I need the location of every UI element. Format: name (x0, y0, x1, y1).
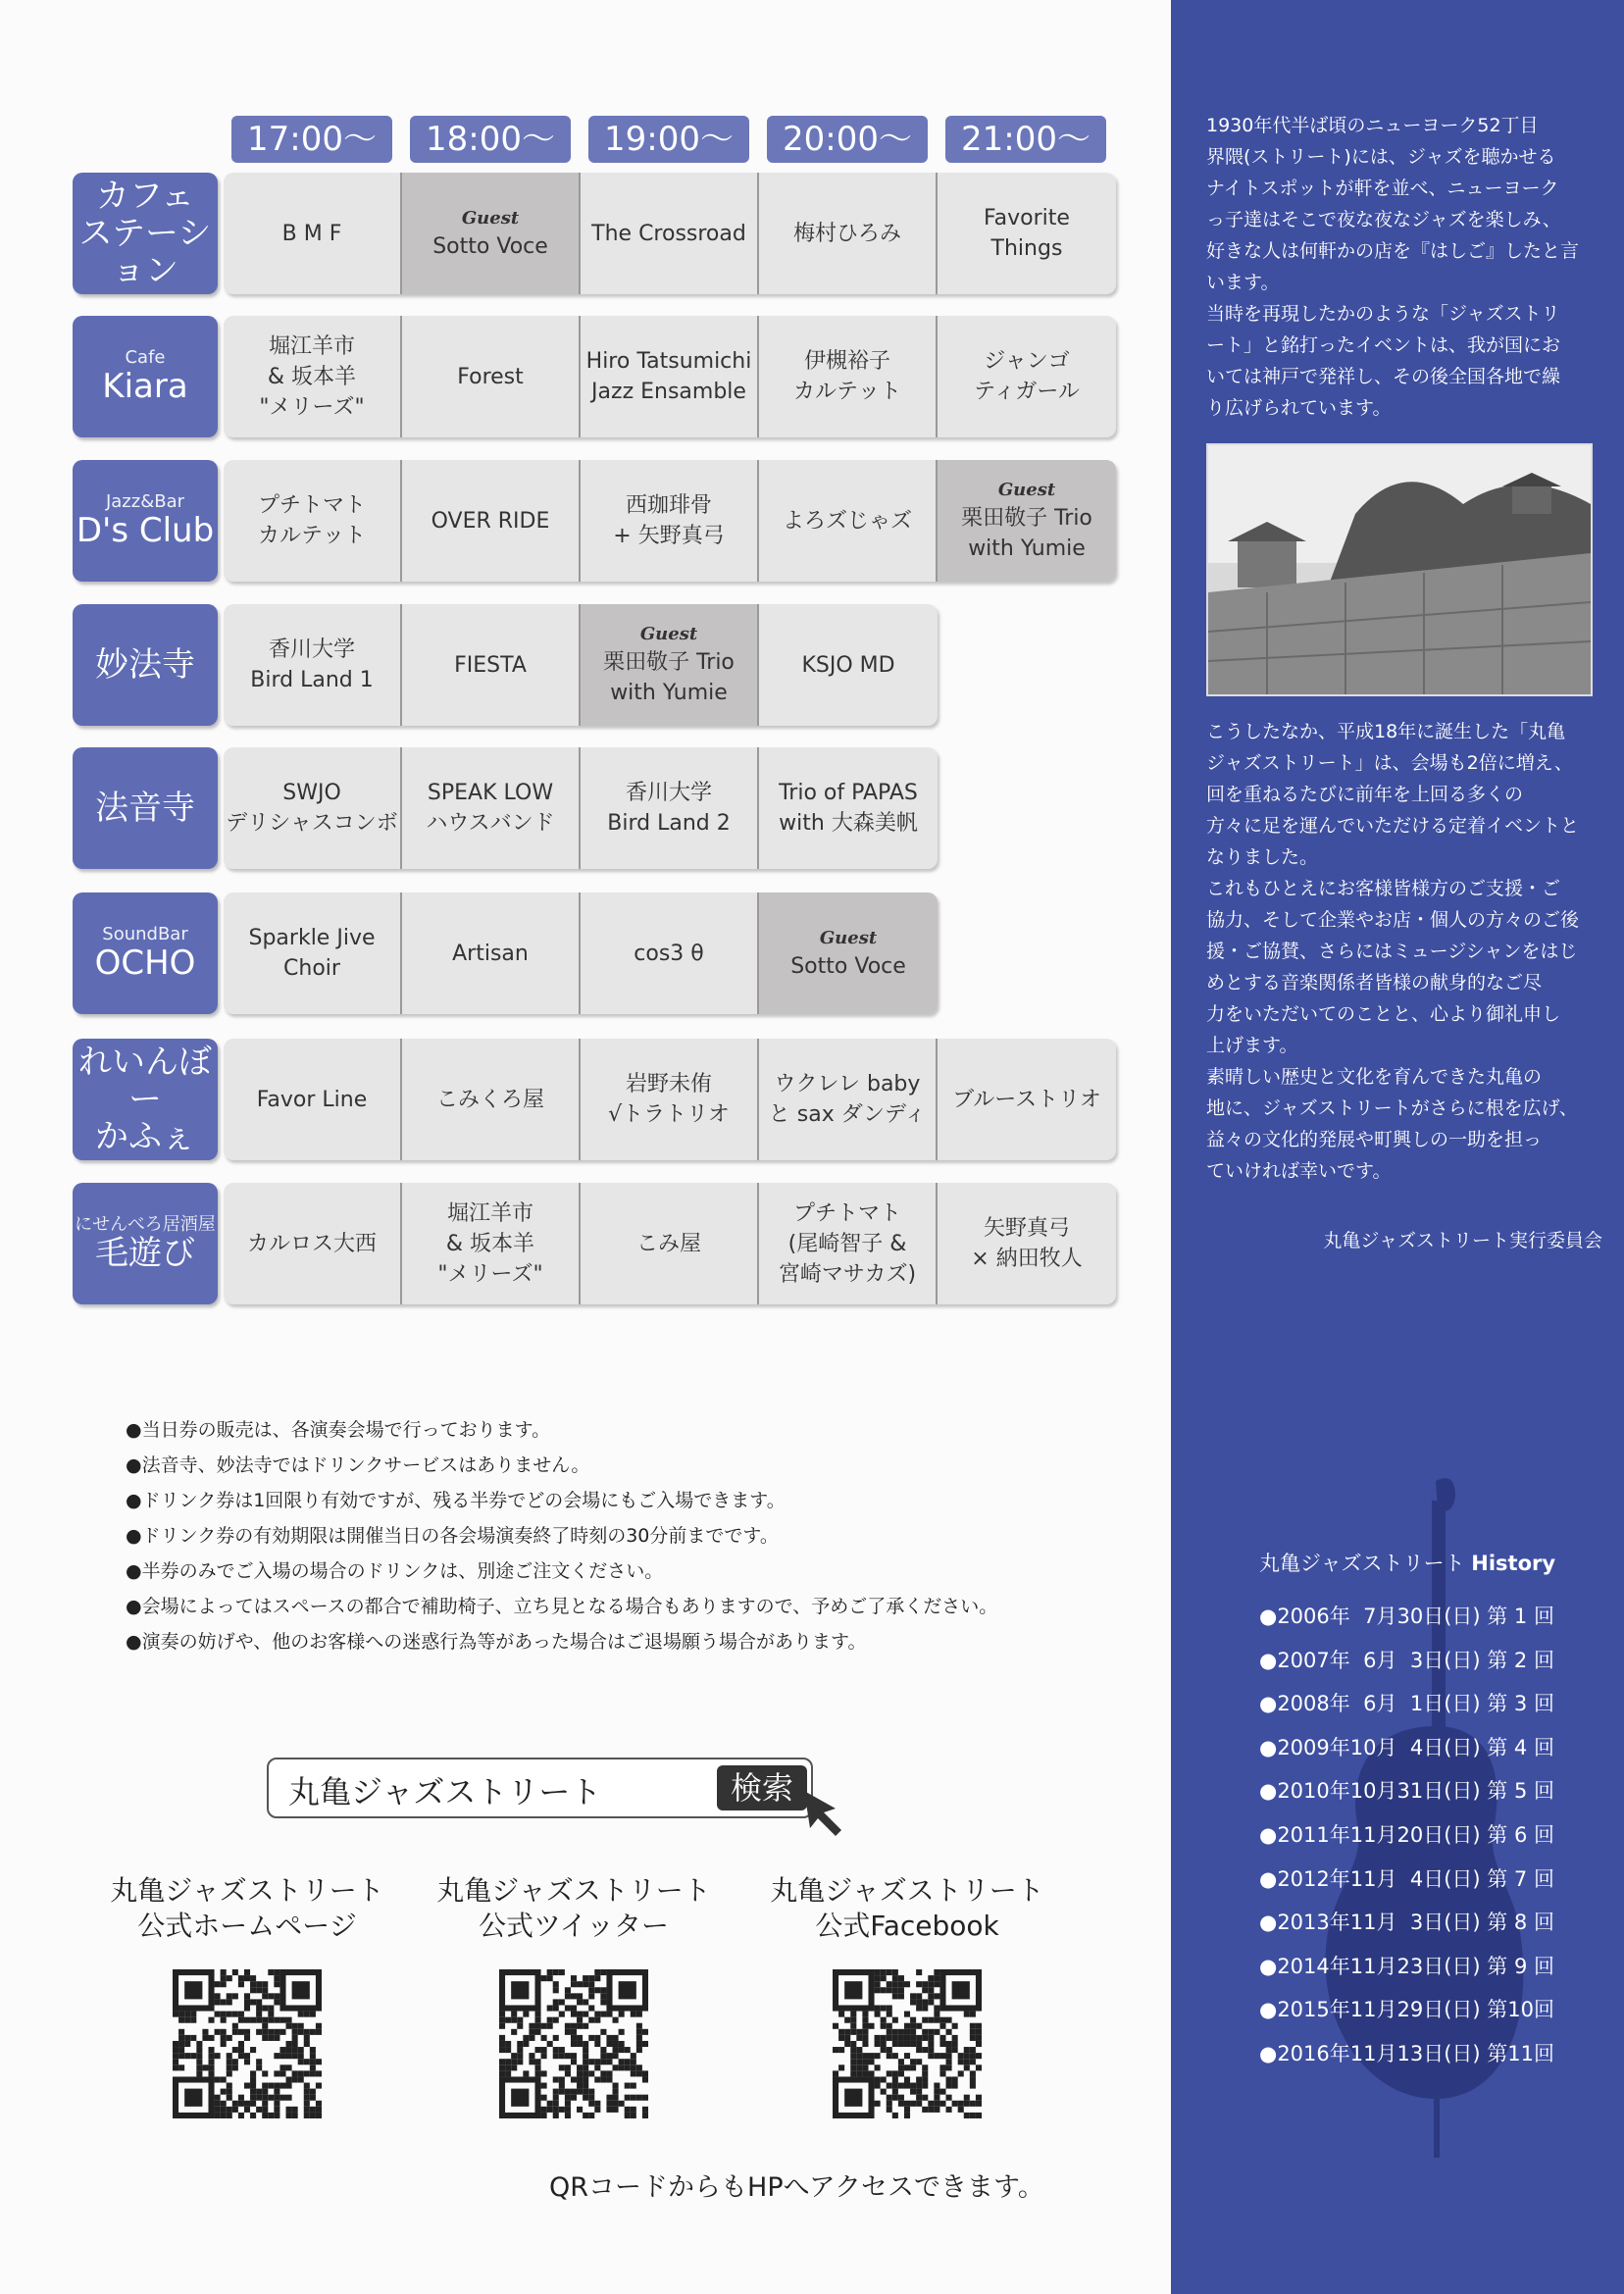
guest-label: Guest (997, 480, 1056, 500)
performer-name: プチトマト (尾崎智子 & 宮崎マサカズ) (778, 1200, 917, 1287)
venue-label (73, 316, 218, 437)
search-box[interactable] (267, 1758, 813, 1818)
history-item: ●2016年11月13日(日) 第11回 (1259, 2041, 1554, 2065)
performance-cell (581, 173, 759, 294)
venue-name: 毛遊び (95, 1234, 195, 1273)
performer-name: SWJO デリシャスコンボ (226, 781, 398, 836)
performance-cell (581, 1039, 759, 1160)
performance-cell (402, 892, 581, 1014)
venue-label (73, 604, 218, 726)
note-item (126, 1483, 1106, 1518)
performance-cell (224, 604, 402, 726)
time-slot-header: 19:00～ (588, 116, 749, 163)
performer-name: B M F (281, 221, 342, 246)
performer-name: 岩野未侑 √トラトリオ (608, 1072, 730, 1127)
performance-cell (759, 747, 938, 869)
performance-cell (581, 892, 759, 1014)
venue-name: れいんぼー かふぇ (78, 1043, 212, 1156)
note-item (126, 1589, 1106, 1624)
schedule-row (224, 1183, 1116, 1304)
history-item: ●2014年11月23日(日) 第 9 回 (1259, 1954, 1554, 1978)
performance-cell (938, 460, 1116, 582)
committee-signature: 丸亀ジャズストリート実行委員会 (1323, 1230, 1602, 1251)
performance-cell (759, 173, 938, 294)
history-item: ●2012年11月 4日(日) 第 7 回 (1259, 1866, 1554, 1891)
performance-cell (581, 316, 759, 437)
schedule-row (224, 316, 1116, 437)
time-slot-header: 18:00～ (410, 116, 571, 163)
note-text: ドリンク券は1回限り有効ですが、残る半券でどの会場にもご入場できます。 (141, 1490, 786, 1511)
performer-name: cos3 θ (634, 941, 704, 966)
performer-name: こみくろ屋 (435, 1087, 544, 1112)
venue-subtitle: にせんべろ居酒屋 (75, 1214, 216, 1235)
performer-name: 梅村ひろみ (792, 221, 901, 246)
guest-label: Guest (461, 207, 520, 229)
note-item (126, 1518, 1106, 1554)
performance-cell (224, 747, 402, 869)
performer-name: Sotto Voce (790, 953, 906, 979)
performance-cell (581, 1183, 759, 1304)
venue-name: 法音寺 (95, 789, 195, 828)
performance-cell (224, 460, 402, 582)
note-item (126, 1554, 1106, 1589)
performer-name: OVER RIDE (431, 508, 550, 534)
schedule-row (224, 604, 938, 726)
sidebar (1171, 0, 1624, 2294)
performer-name: こみ屋 (635, 1231, 701, 1256)
qr-code-icon[interactable] (833, 1969, 982, 2118)
qr-note: QRコードからもHPへアクセスできます。 (549, 2172, 1044, 2203)
guest-label: Guest (819, 927, 878, 948)
venue-subtitle: Jazz&Bar (105, 491, 185, 512)
performer-name: 堀江羊市 & 坂本羊 "メリーズ" (437, 1200, 543, 1287)
venue-name: 妙法寺 (95, 645, 195, 685)
note-text: 当日券の販売は、各演奏会場で行っております。 (141, 1419, 551, 1441)
schedule-row (224, 460, 1116, 582)
performance-cell (224, 1039, 402, 1160)
history-item: ●2008年 6月 1日(日) 第 3 回 (1259, 1692, 1554, 1716)
performance-cell (402, 1183, 581, 1304)
notes-list (126, 1412, 1106, 1659)
performer-name: Sotto Voce (432, 233, 548, 259)
qr-title: 丸亀ジャズストリート 公式ホームページ (110, 1874, 384, 1942)
venue-label (73, 1183, 218, 1304)
performance-cell (224, 1183, 402, 1304)
schedule-row (224, 173, 1116, 294)
performance-cell (759, 1039, 938, 1160)
search-button[interactable]: 検索 (717, 1765, 807, 1810)
performer-name: 栗田敬子 Trio with Yumie (961, 506, 1092, 561)
performance-cell (224, 173, 402, 294)
intro-text: 1930年代半ば頃のニューヨーク52丁目 界隈(ストリート)には、ジャズを聴かせる ナイトスポットが軒を並べ、ニューヨーク っ子達はそこで夜な夜なジャズを楽しみ、 好きな人は何軒かの店を『はしご』したと言 います。 当時を再現したかのような「ジャズストリ ート」と銘打ったイベントは、我が国にお いては神戸で発祥し、その後全国各地で繰 り広げられています。 (1206, 115, 1580, 419)
performer-name: Favor Line (256, 1087, 368, 1112)
performance-cell (402, 173, 581, 294)
schedule-row (224, 1039, 1116, 1160)
venue-name: D's Club (76, 511, 215, 550)
qr-title: 丸亀ジャズストリート 公式Facebook (770, 1874, 1044, 1942)
performer-name: ウクレレ baby と sax ダンディ (768, 1072, 927, 1127)
search-input[interactable]: 丸亀ジャズストリート (288, 1773, 602, 1810)
history-item: ●2009年10月 4日(日) 第 4 回 (1259, 1735, 1554, 1759)
performer-name: Trio of PAPAS with 大森美帆 (779, 781, 918, 836)
performance-cell (581, 460, 759, 582)
performance-cell (759, 316, 938, 437)
performer-name: Favorite Things (984, 206, 1070, 261)
venue-name: カフェ ステーション (78, 177, 212, 290)
performer-name: プチトマト カルテット (257, 493, 366, 548)
performer-name: The Crossroad (591, 221, 746, 246)
performer-name: 香川大学 Bird Land 1 (250, 637, 374, 692)
performance-cell (402, 1039, 581, 1160)
performance-cell (224, 892, 402, 1014)
performance-cell (938, 1039, 1116, 1160)
note-text: 会場によってはスペースの都合で補助椅子、立ち見となる場合もありますので、予めご了承ください。 (141, 1596, 998, 1617)
history-item: ●2011年11月20日(日) 第 6 回 (1259, 1822, 1554, 1847)
venue-label (73, 460, 218, 582)
performer-name: 西珈琲骨 + 矢野真弓 (613, 493, 725, 548)
performer-name: 堀江羊市 & 坂本羊 "メリーズ" (259, 333, 365, 420)
performance-cell (759, 1183, 938, 1304)
note-text: 半券のみでご入場の場合のドリンクは、別途ご注文ください。 (141, 1560, 664, 1582)
performer-name: 栗田敬子 Trio with Yumie (603, 650, 735, 705)
performer-name: 香川大学 Bird Land 2 (607, 781, 731, 836)
cursor-arrow-icon (802, 1789, 851, 1838)
performance-cell (224, 316, 402, 437)
performer-name: ジャンゴ ティガール (974, 349, 1080, 404)
message-text: こうしたなか、平成18年に誕生した「丸亀 ジャズストリート」は、会場も2倍に増え、 回を重ねるたびに前年を上回る多くの 方々に足を運んでいただける定着イベントと なりました。 これもひとえにお客様皆様方のご支援・ご 協力、そして企業やお店・個人の方々のご後 援・ご協賛、さらにはミュージシャンをはじ めとする音楽関係者皆様の献身的なご尽 力をいただいてのことと、心より御礼申し 上げます。 素晴しい歴史と文化を育んできた丸亀の 地に、ジャズストリートがさらに根を広げ、 益々の文化的発展や町興しの一助を担っ ていければ幸いです。 (1206, 721, 1580, 1182)
performer-name: カルロス大西 (246, 1231, 377, 1256)
performer-name: ブルーストリオ (952, 1087, 1101, 1112)
qr-code-icon[interactable] (173, 1969, 322, 2118)
performer-name: 矢野真弓 × 納田牧人 (971, 1216, 1083, 1271)
qr-title: 丸亀ジャズストリート 公式ツイッター (436, 1874, 711, 1942)
history-item: ●2007年 6月 3日(日) 第 2 回 (1259, 1648, 1554, 1672)
venue-name: OCHO (94, 943, 196, 983)
performance-cell (402, 460, 581, 582)
note-text: 演奏の妨げや、他のお客様への迷惑行為等があった場合はご退場願う場合があります。 (141, 1631, 867, 1653)
performer-name: Hiro Tatsumichi Jazz Ensamble (585, 349, 752, 404)
venue-label (73, 892, 218, 1014)
venue-label (73, 747, 218, 869)
performer-name: Artisan (452, 941, 529, 966)
note-item (126, 1412, 1106, 1448)
performance-cell (938, 1183, 1116, 1304)
performance-cell (938, 316, 1116, 437)
schedule-row (224, 892, 938, 1014)
performance-cell (402, 747, 581, 869)
performance-cell (759, 604, 938, 726)
history-item: ●2010年10月31日(日) 第 5 回 (1259, 1779, 1554, 1804)
time-slot-header: 21:00～ (945, 116, 1106, 163)
performance-cell (759, 460, 938, 582)
performer-name: Forest (457, 364, 524, 389)
performance-cell (938, 173, 1116, 294)
history-item: ●2015年11月29日(日) 第10回 (1259, 1998, 1554, 2022)
time-slot-header: 17:00～ (231, 116, 392, 163)
performance-cell (581, 604, 759, 726)
performer-name: 伊槻裕子 カルテット (792, 349, 901, 404)
schedule-row (224, 747, 938, 869)
note-item (126, 1624, 1106, 1659)
time-slot-header: 20:00～ (767, 116, 928, 163)
note-text: ドリンク券の有効期限は開催当日の各会場演奏終了時刻の30分前までです。 (141, 1525, 779, 1547)
history-item: ●2006年 7月30日(日) 第 1 回 (1259, 1605, 1554, 1628)
performer-name: KSJO MD (801, 652, 895, 678)
qr-code-icon[interactable] (499, 1969, 648, 2118)
history-item: ●2013年11月 3日(日) 第 8 回 (1259, 1911, 1554, 1935)
venue-subtitle: Cafe (125, 347, 166, 368)
castle-photo (1206, 443, 1593, 696)
note-text: 法音寺、妙法寺ではドリンクサービスはありません。 (141, 1454, 590, 1476)
history-title: 丸亀ジャズストリート History (1259, 1552, 1556, 1575)
venue-label (73, 1039, 218, 1160)
performer-name: Sparkle Jive Choir (248, 926, 376, 981)
performer-name: よろズじゃズ (782, 508, 912, 534)
history-list (1259, 1595, 1554, 2076)
performer-name: SPEAK LOW ハウスバンド (426, 781, 555, 836)
venue-name: Kiara (102, 367, 188, 406)
performance-cell (402, 316, 581, 437)
note-item (126, 1448, 1106, 1483)
venue-label (73, 173, 218, 294)
venue-subtitle: SoundBar (102, 924, 188, 944)
performance-cell (402, 604, 581, 726)
performance-cell (581, 747, 759, 869)
performer-name: FIESTA (454, 652, 527, 678)
performance-cell (759, 892, 938, 1014)
guest-label: Guest (639, 624, 698, 644)
